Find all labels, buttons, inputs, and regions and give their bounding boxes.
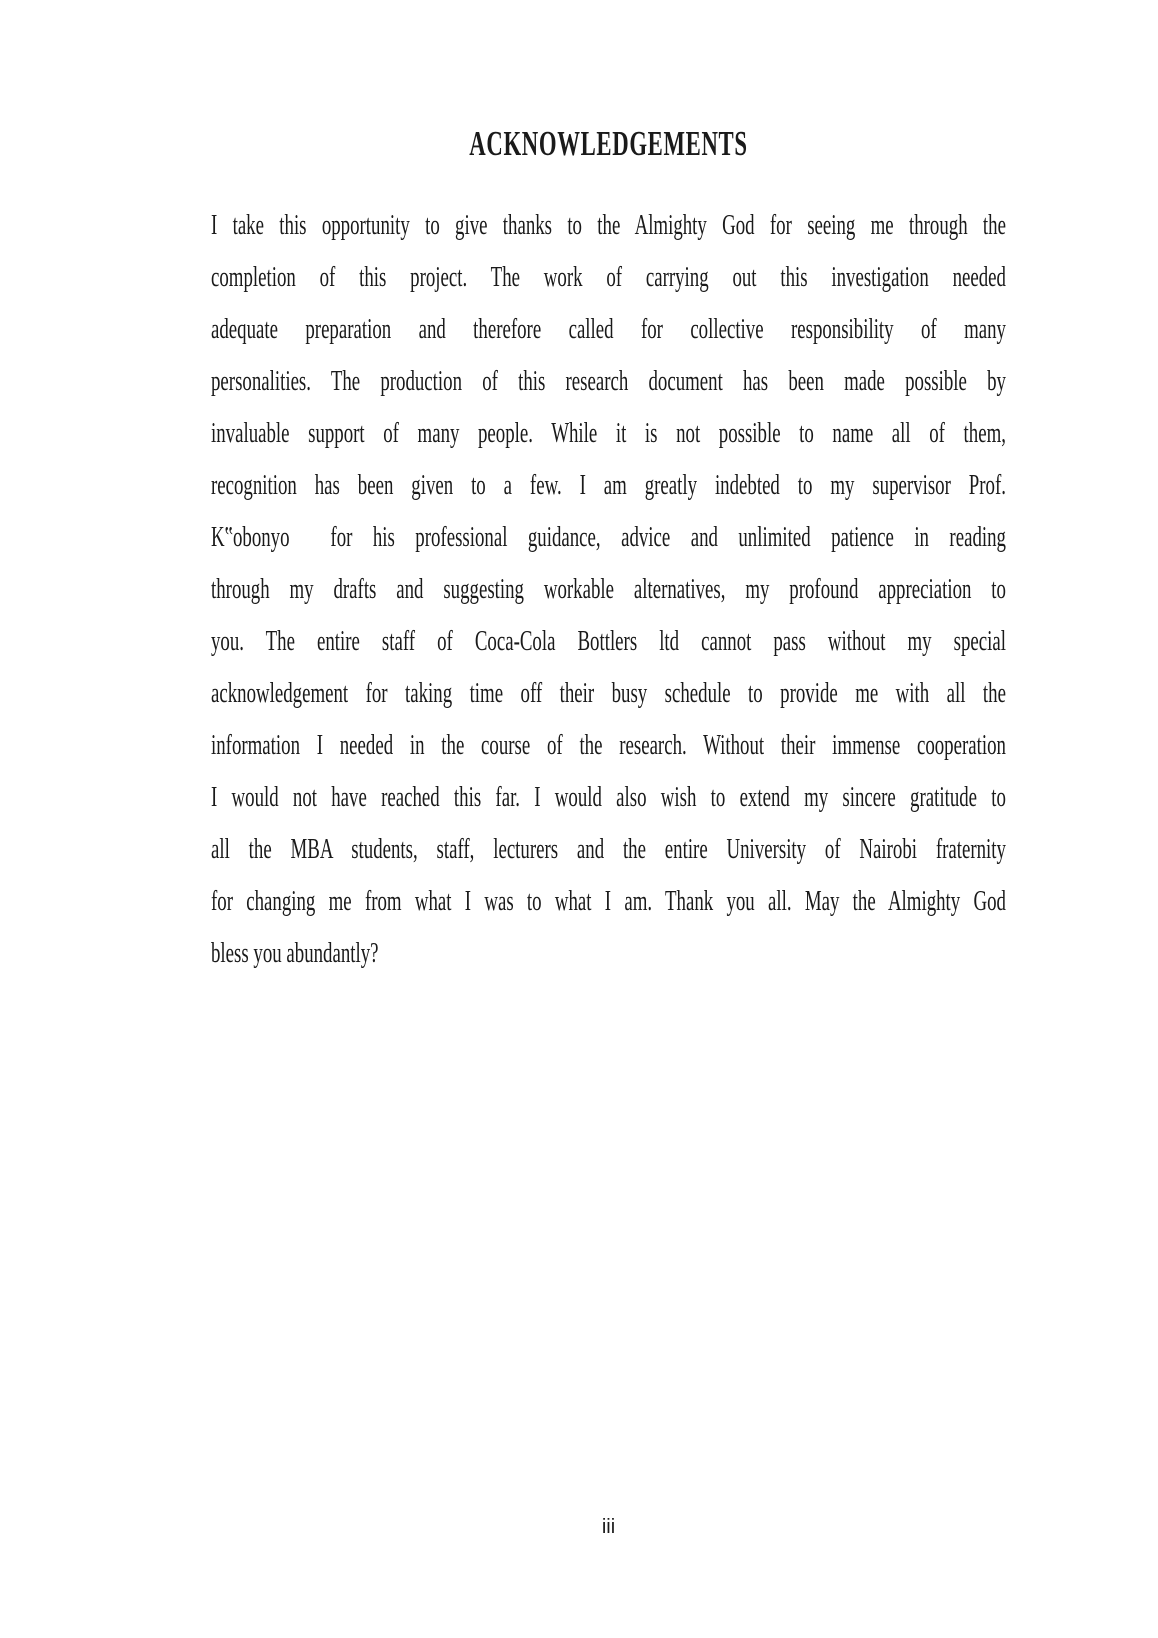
paragraph-line-10: acknowledgement for taking time off their busy schedule to provide me with all the [211,677,1006,709]
paragraph-line-4: personalities. The production of this research document has been made possible by [211,365,1006,397]
paragraph-line-14: for changing me from what I was to what I am. Thank you all. May the Almighty God [211,885,1006,917]
paragraph-line-13: all the MBA students, staff, lecturers and the entire University of Nairobi fraternity [211,833,1006,865]
document-text-column [211,0,1006,1638]
paragraph-line-1: I take this opportunity to give thanks to the Almighty God for seeing me through the [211,209,1006,241]
paragraph-line-6: recognition has been given to a few. I am greatly indebted to my supervisor Prof. [211,469,1006,501]
paragraph-line-9: you. The entire staff of Coca-Cola Bottlers ltd cannot pass without my special [211,625,1006,657]
paragraph-line-3: adequate preparation and therefore called for collective responsibility of many [211,313,1006,345]
paragraph-line-2: completion of this project. The work of carrying out this investigation needed [211,261,1006,293]
acknowledgements-paragraph [211,199,1006,979]
paragraph-line-11: information I needed in the course of the research. Without their immense cooperation [211,729,1006,761]
paragraph-line-8: through my drafts and suggesting workable alternatives, my profound appreciation to [211,573,1006,605]
paragraph-line-12: I would not have reached this far. I would also wish to extend my sincere gratitude to [211,781,1006,813]
paragraph-line-5: invaluable support of many people. While it is not possible to name all of them, [211,417,1006,449]
page-title: ACKNOWLEDGEMENTS [469,124,748,163]
paragraph-line-15: bless you abundantly? [211,937,379,969]
page-number: iii [601,1516,616,1538]
paragraph-line-7: K‟obonyo for his professional guidance, advice and unlimited patience in reading [211,521,1006,553]
